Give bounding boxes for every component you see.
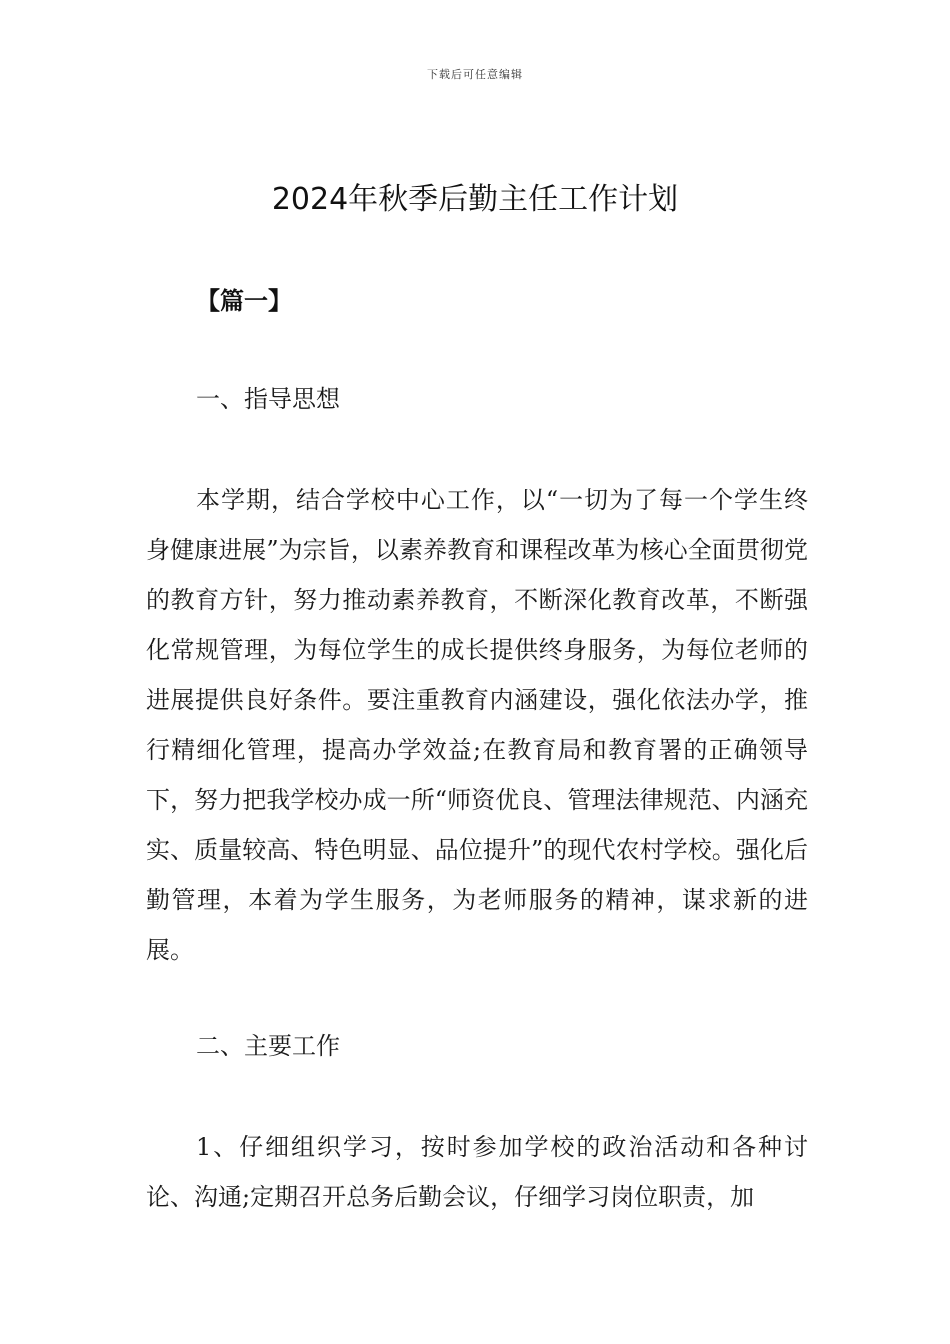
section-heading-main-work: 二、主要工作: [196, 1032, 340, 1060]
section-tag: 【篇一】: [196, 287, 292, 315]
header-note: 下载后可任意编辑: [427, 68, 523, 81]
section-heading-guiding-thought: 一、指导思想: [196, 385, 340, 413]
document-title: 2024年秋季后勤主任工作计划: [271, 182, 679, 217]
paragraph-guiding-thought: 本学期，结合学校中心工作，以“一切为了每一个学生终身健康进展”为宗旨，以素养教育和课程改革为核心全面贯彻党的教育方针，努力推动素养教育，不断深化教育改革，不断强化常规管理，为每位学生的成长提供终身服务，为每位老师的进展提供良好条件。要注重教育内涵建设，强化依法办学，推行精细化管理，提高办学效益;在教育局和教育署的正确领导下，努力把我学校办成一所“师资优良、管理法律规范、内涵充实、质量较高、特色明显、品位提升”的现代农村学校。强化后勤管理，本着为学生服务，为老师服务的精神，谋求新的进展。: [146, 486, 808, 964]
paragraph-main-work: 1、仔细组织学习，按时参加学校的政治活动和各种讨论、沟通;定期召开总务后勤会议，仔细学习岗位职责，加: [146, 1133, 808, 1211]
